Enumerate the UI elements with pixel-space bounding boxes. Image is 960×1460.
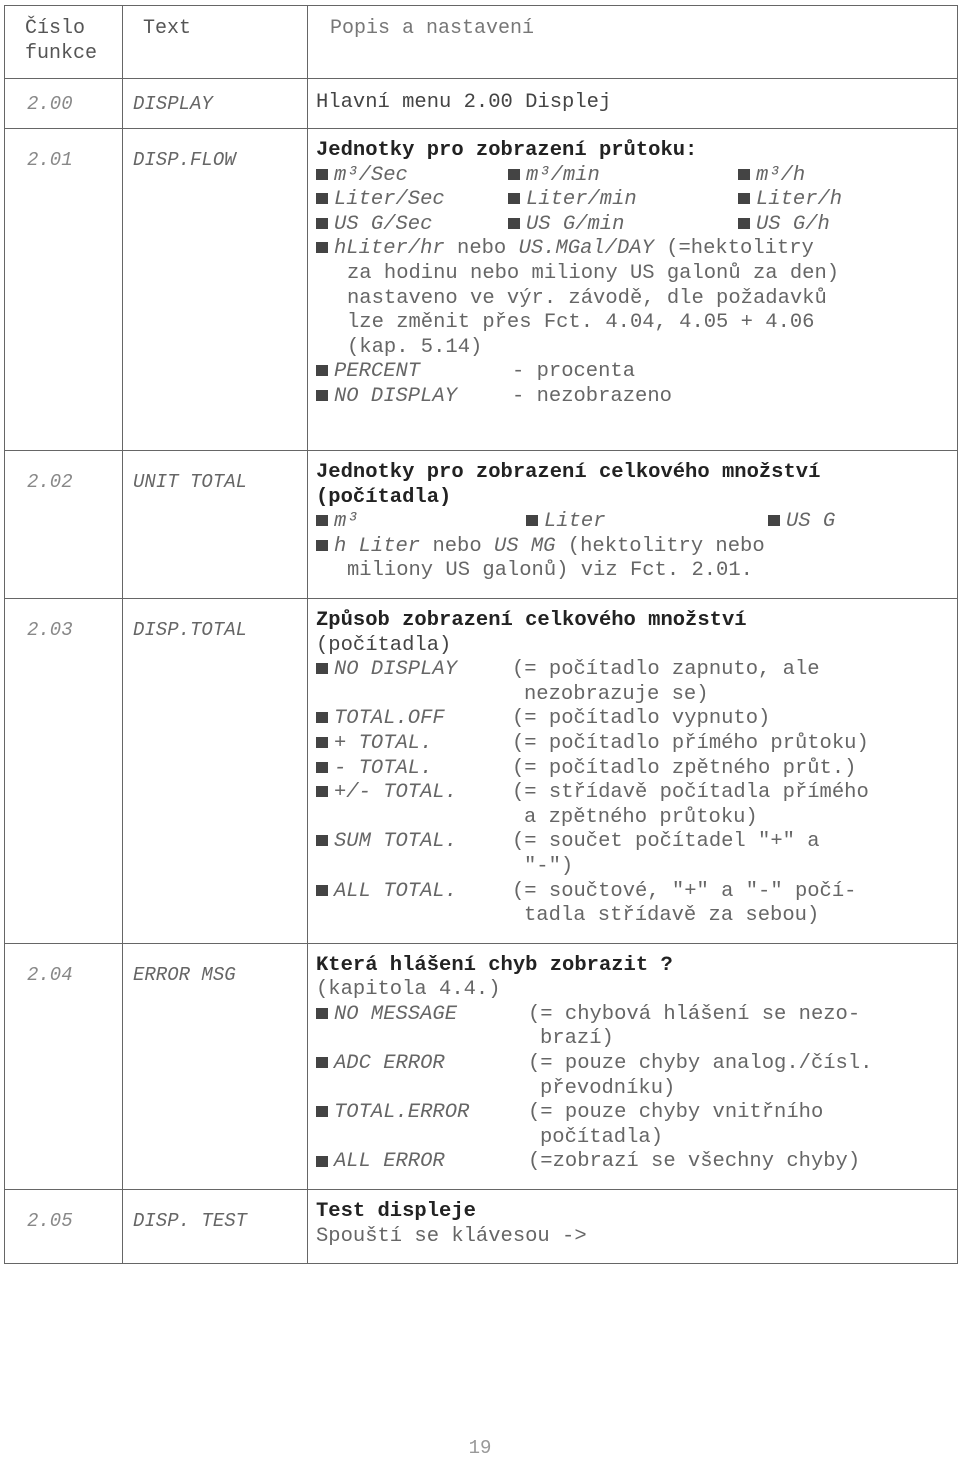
option-line: NO MESSAGE (= chybová hlášení se nezo- <box>316 1003 953 1028</box>
function-name: DISPLAY <box>133 93 213 115</box>
row-title: Test displeje <box>316 1200 476 1224</box>
row-subtitle: (počítadla) <box>316 633 452 657</box>
page-number: 19 <box>468 1437 492 1459</box>
description-line: lze změnit přes Fct. 4.04, 4.05 + 4.06 <box>347 311 815 335</box>
bullet-icon <box>508 169 520 180</box>
bullet-icon <box>316 193 328 204</box>
bullet-icon <box>316 169 328 180</box>
hliter-line: hLiter/hr nebo US.MGal/DAY (=hektolitry <box>316 237 953 262</box>
description-line: (kap. 5.14) <box>347 335 483 359</box>
bullet-icon <box>316 663 328 674</box>
function-number: 2.00 <box>27 93 73 115</box>
option-line: nezobrazuje se) <box>524 682 709 706</box>
row-title: (počítadla) <box>316 485 452 509</box>
row-subtitle: (kapitola 4.4.) <box>316 978 501 1002</box>
function-number: 2.02 <box>27 471 73 493</box>
header-description: Popis a nastavení <box>308 6 958 79</box>
function-name: ERROR MSG <box>133 963 236 986</box>
option-line: NO DISPLAY - nezobrazeno <box>316 385 953 410</box>
option-line: a zpětného průtoku) <box>524 805 758 829</box>
header-text: Text <box>123 6 308 79</box>
option-line: PERCENT - procenta <box>316 360 953 385</box>
option-line: NO DISPLAY (= počítadlo zapnuto, ale <box>316 658 953 683</box>
bullet-icon <box>508 193 520 204</box>
table-row <box>5 598 958 943</box>
function-name: DISP. TEST <box>133 1210 248 1233</box>
function-number: 2.04 <box>27 963 73 986</box>
bullet-icon <box>316 885 328 896</box>
option-line: počítadla) <box>540 1125 664 1149</box>
description-line: za hodinu nebo miliony US galonů za den) <box>347 261 840 285</box>
function-number: 2.01 <box>27 149 73 171</box>
bullet-icon <box>316 390 328 401</box>
bullet-icon <box>316 1106 328 1117</box>
option-line: "-") <box>524 854 574 878</box>
row-title: Jednotky pro zobrazení průtoku: <box>316 139 698 162</box>
option-line: brazí) <box>540 1027 614 1051</box>
bullet-icon <box>526 515 538 526</box>
bullet-icon <box>316 365 328 376</box>
row-title: Která hlášení chyb zobrazit ? <box>316 953 673 977</box>
bullet-icon <box>316 762 328 773</box>
function-name: DISP.FLOW <box>133 149 236 171</box>
option-line: ALL ERROR (=zobrazí se všechny chyby) <box>316 1150 953 1175</box>
function-table <box>4 5 958 1264</box>
option-line: TOTAL.ERROR (= pouze chyby vnitřního <box>316 1101 953 1126</box>
option-line: tadla střídavě za sebou) <box>524 904 820 928</box>
bullet-icon <box>316 737 328 748</box>
option-line: ALL TOTAL. (= součtové, "+" a "-" počí- <box>316 880 953 905</box>
description-line: nastaveno ve výr. závodě, dle požadavků <box>347 286 827 310</box>
bullet-icon <box>316 1057 328 1068</box>
function-name: UNIT TOTAL <box>133 471 248 493</box>
table-row <box>5 129 958 451</box>
hliter-line: h Liter nebo US MG (hektolitry nebo <box>316 535 953 560</box>
table-row <box>5 1190 958 1264</box>
table-header-row <box>5 6 958 79</box>
table-row <box>5 79 958 129</box>
option-line: + TOTAL. (= počítadlo přímého průtoku) <box>316 732 953 757</box>
bullet-icon <box>768 515 780 526</box>
bullet-icon <box>508 218 520 229</box>
bullet-icon <box>738 193 750 204</box>
bullet-icon <box>316 712 328 723</box>
bullet-icon <box>316 218 328 229</box>
description-line: miliony US galonů) viz Fct. 2.01. <box>347 559 753 583</box>
bullet-icon <box>316 242 328 253</box>
bullet-icon <box>316 515 328 526</box>
bullet-icon <box>316 835 328 846</box>
row-title: Jednotky pro zobrazení celkového množství <box>316 461 821 484</box>
option-line: +/- TOTAL. (= střídavě počítadla přímého <box>316 781 953 806</box>
option-line: - TOTAL. (= počítadlo zpětného průt.) <box>316 757 953 782</box>
function-name: DISP.TOTAL <box>133 618 248 641</box>
row-subtitle: Spouští se klávesou -> <box>316 1224 587 1248</box>
bullet-icon <box>738 169 750 180</box>
header-number: Číslo funkce <box>5 6 123 79</box>
bullet-icon <box>316 1156 328 1167</box>
bullet-icon <box>316 786 328 797</box>
unit-line: Liter/Sec Liter/min Liter/h <box>316 188 953 213</box>
table-row <box>5 451 958 599</box>
option-line: TOTAL.OFF (= počítadlo vypnuto) <box>316 707 953 732</box>
option-line: ADC ERROR (= pouze chyby analog./čísl. <box>316 1052 953 1077</box>
bullet-icon <box>316 1008 328 1019</box>
unit-line: US G/Sec US G/min US G/h <box>316 213 953 238</box>
unit-line: m³/Sec m³/min m³/h <box>316 164 953 189</box>
option-line: převodníku) <box>540 1076 676 1100</box>
function-number: 2.05 <box>27 1210 73 1233</box>
option-line: SUM TOTAL. (= součet počítadel "+" a <box>316 830 953 855</box>
bullet-icon <box>316 540 328 551</box>
table-row <box>5 943 958 1189</box>
row-title: Hlavní menu 2.00 Displej <box>316 91 612 114</box>
unit-line: m³ Liter US G <box>316 510 953 535</box>
bullet-icon <box>738 218 750 229</box>
function-number: 2.03 <box>27 618 73 641</box>
row-title: Způsob zobrazení celkového množství <box>316 608 747 632</box>
